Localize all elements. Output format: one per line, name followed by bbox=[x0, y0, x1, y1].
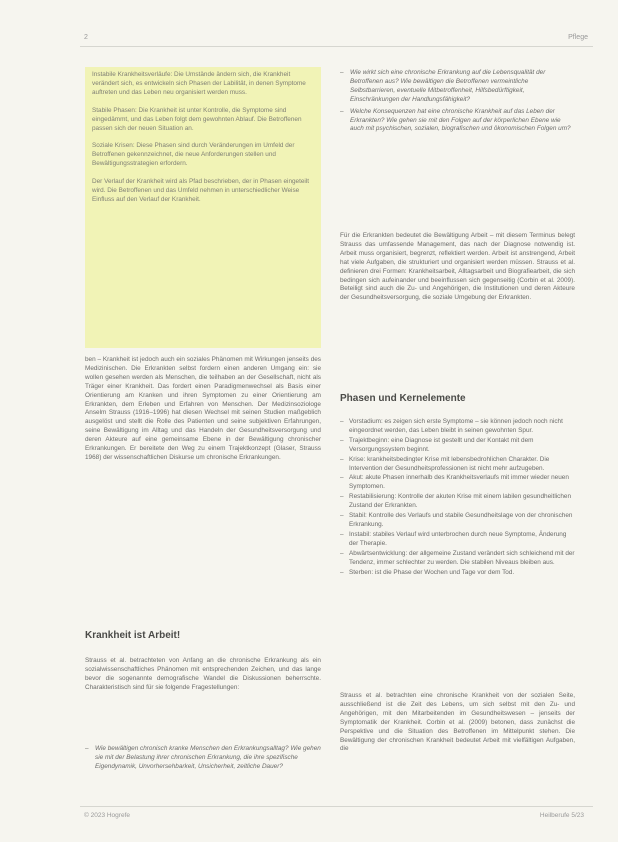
body-paragraph: ben – Krankheit ist jedoch auch ein soziales Phänomen mit Wirkungen jenseits des Medizinischen. Die Erkrankten selbst fordern einen anderen Umgang ein: sie wollen gesehen werden als Menschen, die teilhaben an der Gesellschaft, nicht als Träger einer Krankheit. Das fordert einen Paradigmenwechsel als Basis einer Orientierung am Kranken und ihren Symptomen zu einer Orientierung am Erkrankten, dem Erleben und Erfahren von Menschen. Der Medizinsoziologe Anselm Strauss (1916–1996) hat diesen Wechsel mit seinen Studien maßgeblich ausgelöst und stellt die Rolle des Patienten und seine subjektiven Erfahrungen, seine Bewältigung im Alltag und das Handeln der Gesundheitsversorgung und deren Akteure auf eine gemeinsame Ebene in der Bewältigung chronischer Erkrankungen. Er bereitete den Weg zu einem Trajektkonzept (Glaser, Strauss 1968) der wissenschaftlichen Diskurse um chronische Erkrankungen. bbox=[85, 356, 321, 461]
question-item: – Wie bewältigen chronisch kranke Menschen den Erkrankungsalltag? Wie gehen sie mit der Belastung ihrer chronischen Erkrankung, die ihre spezifische Eigendynamik, Unvorhersehbarkeit, Unsicherheit, zeitliche Dauer? bbox=[85, 745, 321, 772]
question-item: – Welche Konsequenzen hat eine chronische Krankheit auf das Leben der Erkrankten? Wie gehen sie mit den Folgen auf der körperlichen Ebene wie auch mit psychischen, sozialen, biografischen und ökonomischen Folgen um? bbox=[340, 108, 575, 135]
phase-item: – Akut: akute Phasen innerhalb des Krankheitsverlaufs mit immer wieder neuen Symptomen. bbox=[340, 474, 575, 492]
section-heading: Krankheit ist Arbeit! bbox=[85, 630, 181, 641]
right-column-body bbox=[340, 232, 575, 303]
section-phasen bbox=[340, 395, 575, 404]
body-paragraph: Für die Erkrankten bedeutet die Bewältigung Arbeit – mit diesem Terminus belegt Strauss das umfassende Management, das nach der Diagnose notwendig ist. Arbeit muss organisiert, begrenzt, reflektiert werden. Arbeit ist anstrengend, Arbeit hat viele Aufgaben, die strukturiert und organisiert werden müssen. Strauss et al. definieren drei Formen: Krankheitsarbeit, Alltagsarbeit und Biografiearbeit, die sich bedingen sich aufeinander und beeinflussen sich gegenseitig (Corbin et al. 2009). Beteiligt sind auch die Zu- und Angehörigen, die Institutionen und deren Akteure der Gesundheitsversorgung, die soziale Umgebung der Erkrankten. bbox=[340, 232, 575, 302]
page-number: 2 bbox=[84, 34, 88, 41]
header-rule bbox=[80, 46, 593, 47]
left-column-body bbox=[85, 356, 321, 463]
body-paragraph: Strauss et al. betrachteten von Anfang an die chronische Erkrankung als ein sozialwissenschaftliches Phänomen mit entsprechenden Zeichen, und das lange bevor die sogenannte demografische Wandel die Diskussionen beherrschte. Charakteristisch sind für sie folgende Fragestellungen: bbox=[85, 657, 321, 691]
highlight-paragraph: Der Verlauf der Krankheit wird als Pfad beschrieben, der in Phasen eingeteilt wird. Die Betroffenen und das Umfeld nehmen in unterschiedlicher Weise Einfluss auf den Verlauf der Krankheit. bbox=[92, 178, 310, 203]
highlight-paragraph: Soziale Krisen: Diese Phasen sind durch Veränderungen im Umfeld der Betroffenen gekennzeichnet, die neue Anforderungen stellen und Bewältigungsstrategien erfordern. bbox=[92, 142, 295, 168]
highlighted-passage bbox=[85, 67, 321, 348]
highlighted-text bbox=[92, 71, 314, 214]
phase-item: – Vorstadium: es zeigen sich erste Symptome – sie können jedoch noch nicht eingeordnet werden, das Leben bleibt in seinen gewohnten Spur. bbox=[340, 418, 575, 436]
right-column-body-2 bbox=[340, 692, 575, 754]
question-list-left bbox=[85, 745, 321, 775]
phase-item: – Trajektbeginn: eine Diagnose ist gestellt und der Kontakt mit dem Versorgungssystem beginnt. bbox=[340, 437, 575, 455]
footer-issue: Heilberufe 5/23 bbox=[539, 812, 584, 819]
section-heading: Phasen und Kernelemente bbox=[340, 393, 466, 404]
phase-item: – Restabilisierung: Kontrolle der akuten Krise mit einem labilen gesundheitlichen Zustand der Erkrankten. bbox=[340, 493, 575, 511]
phase-item: – Krise: krankheitsbedingter Krise mit lebensbedrohlichen Charakter. Die Intervention der Gesundheitsprofessionen ist nicht mehr aufzugeben. bbox=[340, 456, 575, 474]
highlight-paragraph: Stabile Phasen: Die Krankheit ist unter Kontrolle, die Symptome sind eingedämmt, und das Leben folgt dem gewohnten Ablauf. Die Betroffenen passen sich der neuen Situation an. bbox=[92, 106, 302, 132]
footer-rule bbox=[80, 806, 593, 807]
phase-item: – Abwärtsentwicklung: der allgemeine Zustand verändert sich schleichend mit der Tendenz, immer schlechter zu werden. Die stabilen Niveaus bleiben aus. bbox=[340, 550, 575, 568]
running-title: Pflege bbox=[568, 34, 588, 41]
question-list-right bbox=[340, 69, 575, 137]
question-item: – Wie wirkt sich eine chronische Erkrankung auf die Lebensqualität der Betroffenen aus? Wie bewältigen die Betroffenen vermeintliche Selbstbarrieren, eventuelle Mitbetroffenheit, Hilfsbedürftigkeit, Einschränkungen der Handlungsfähigkeit? bbox=[340, 69, 575, 105]
body-paragraph: Strauss et al. betrachten eine chronische Krankheit von der sozialen Seite, ausschließend ist die Zeit des Lebens, um sich selbst mit den Zu- und Angehörigen, mit den Mitarbeitenden im Gesundheitswesen – jenseits der Symptomatik der Krankheit. Corbin et al. (2009) betonen, dass zunächst die Perspektive und die Situation des Betroffenen im Mittelpunkt stehen. Die Bewältigung der chronischen Krankheit bedeutet Arbeit mit vielfältigen Aufgaben, die bbox=[340, 692, 575, 753]
highlight-paragraph: Instabile Krankheitsverläufe: Die Umstände ändern sich, die Krankheit verändert sich, es entwickeln sich Phasen der Labilität, in denen Symptome auftreten und das Leben neu organisiert werden muss. bbox=[92, 71, 306, 96]
phase-item: – Stabil: Kontrolle des Verlaufs und stabile Gesundheitslage von der chronischen Erkrankung. bbox=[340, 512, 575, 530]
phase-item: – Sterben: ist die Phase der Wochen und Tage vor dem Tod. bbox=[340, 569, 575, 578]
left-column-body-2 bbox=[85, 657, 321, 693]
section-krankheit-arbeit bbox=[85, 632, 321, 641]
phase-list bbox=[340, 418, 575, 578]
phase-item: – Instabil: stabiles Verlauf wird unterbrochen durch neue Symptome, Änderung der Therapie. bbox=[340, 531, 575, 549]
footer-copyright: © 2023 Hogrefe bbox=[84, 812, 130, 819]
